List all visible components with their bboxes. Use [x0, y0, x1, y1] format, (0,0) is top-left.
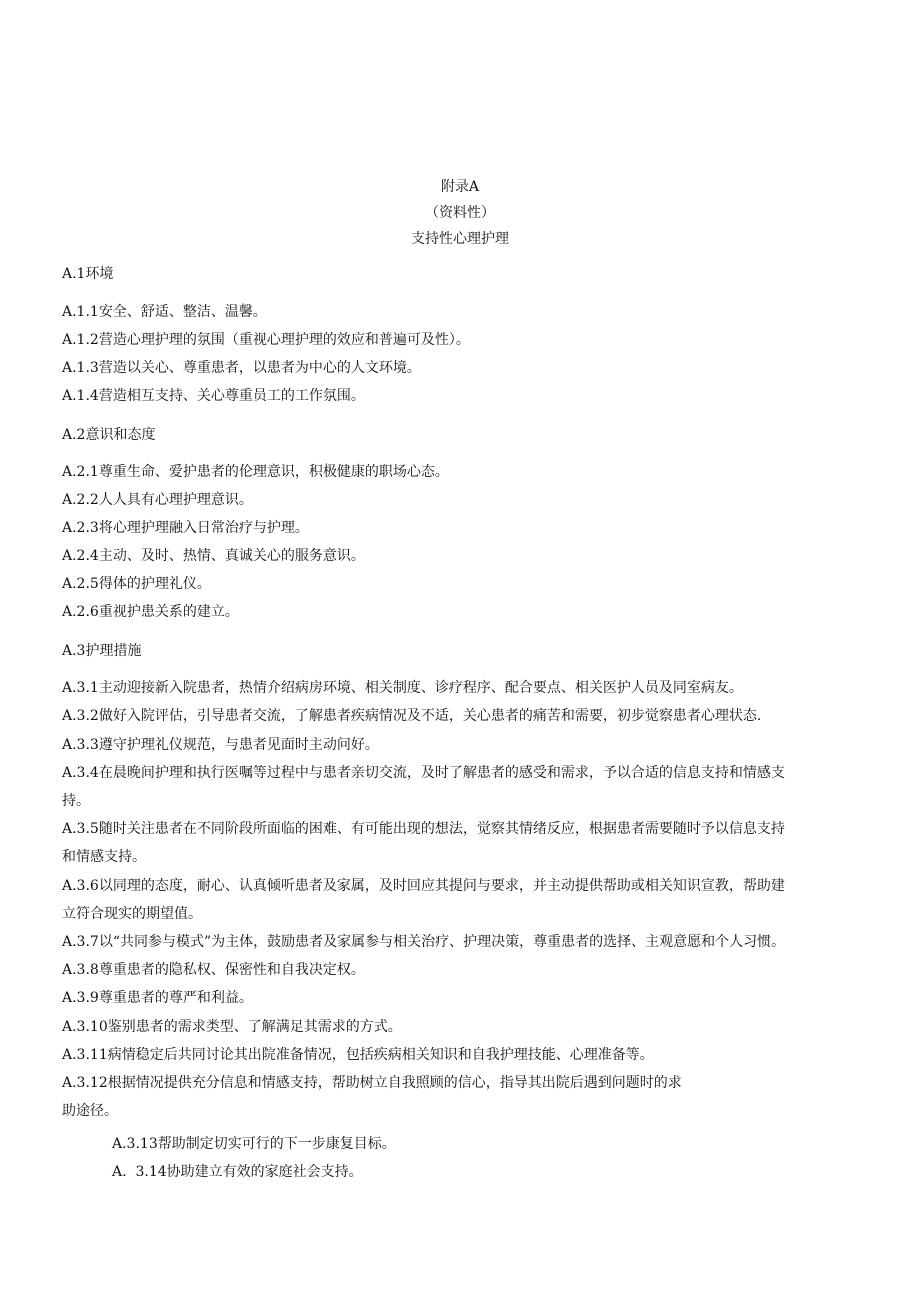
- item-a3-13: A.3.13帮助制定切实可行的下一步康复目标。: [112, 1136, 396, 1152]
- item-a3-5: A.3.5随时关注患者在不同阶段所面临的困难、有可能出现的想法，觉察其情绪反应，根据患者需要随时予以信息支持: [62, 821, 785, 837]
- item-a1-4: A.1.4营造相互支持、关心尊重员工的工作氛围。: [62, 388, 365, 404]
- item-a3-14: A. 3.14协助建立有效的家庭社会支持。: [112, 1164, 363, 1180]
- item-a1-1: A.1.1安全、舒适、整洁、温馨。: [62, 304, 267, 320]
- appendix-title: 支持性心理护理: [411, 231, 509, 247]
- section-heading-a1: A.1环境: [62, 266, 114, 282]
- item-a2-6: A.2.6重视护患关系的建立。: [62, 604, 239, 620]
- item-a2-1: A.2.1尊重生命、爱护患者的伦理意识，积极健康的职场心态。: [62, 464, 449, 480]
- section-heading-a2: A.2意识和态度: [62, 427, 156, 443]
- item-a3-4: A.3.4在晨晚间护理和执行医嘱等过程中与患者亲切交流，及时了解患者的感受和需求，予以合适的信息支持和情感支: [62, 765, 785, 781]
- appendix-nature: （资料性）: [425, 205, 495, 221]
- item-a3-3: A.3.3遵守护理礼仪规范，与患者见面时主动问好。: [62, 737, 379, 753]
- item-a2-4: A.2.4主动、及时、热情、真诚关心的服务意识。: [62, 548, 365, 564]
- item-a1-2: A.1.2营造心理护理的氛围（重视心理护理的效应和普遍可及性）。: [62, 332, 470, 348]
- item-a3-12: A.3.12根据情况提供充分信息和情感支持，帮助树立自我照顾的信心，指导其出院后遇到问题时的求: [62, 1075, 682, 1091]
- item-a3-9: A.3.9尊重患者的尊严和利益。: [62, 990, 253, 1006]
- item-a3-8: A.3.8尊重患者的隐私权、保密性和自我决定权。: [62, 962, 365, 978]
- section-heading-a3: A.3护理措施: [62, 643, 142, 659]
- item-a3-6: A.3.6以同理的态度，耐心、认真倾听患者及家属，及时回应其提问与要求，并主动提供帮助或相关知识宣教，帮助建: [62, 878, 785, 894]
- item-a3-7: A.3.7以“共同参与模式”为主体，鼓励患者及家属参与相关治疗、护理决策，尊重患者的选择、主观意愿和个人习惯。: [62, 934, 786, 950]
- item-a3-6-cont: 立符合现实的期望值。: [62, 906, 202, 922]
- item-a3-11: A.3.11病情稳定后共同讨论其出院准备情况，包括疾病相关知识和自我护理技能、心理准备等。: [62, 1047, 654, 1063]
- item-a1-3: A.1.3营造以关心、尊重患者，以患者为中心的人文环境。: [62, 360, 421, 376]
- item-a3-10: A.3.10鉴别患者的需求类型、了解满足其需求的方式。: [62, 1019, 402, 1035]
- item-a3-4-cont: 持。: [62, 793, 90, 809]
- item-a3-12-cont: 助途径。: [62, 1103, 118, 1119]
- item-a3-1: A.3.1主动迎接新入院患者，热情介绍病房环境、相关制度、诊疗程序、配合要点、相关医护人员及同室病友。: [62, 680, 743, 696]
- item-a3-2: A.3.2做好入院评估，引导患者交流，了解患者疾病情况及不适，关心患者的痛苦和需要，初步觉察患者心理状态.: [62, 708, 762, 724]
- appendix-label: 附录A: [440, 179, 480, 195]
- item-a2-5: A.2.5得体的护理礼仪。: [62, 576, 211, 592]
- item-a3-5-cont: 和情感支持。: [62, 849, 146, 865]
- item-a2-2: A.2.2人人具有心理护理意识。: [62, 492, 253, 508]
- item-a2-3: A.2.3将心理护理融入日常治疗与护理。: [62, 520, 309, 536]
